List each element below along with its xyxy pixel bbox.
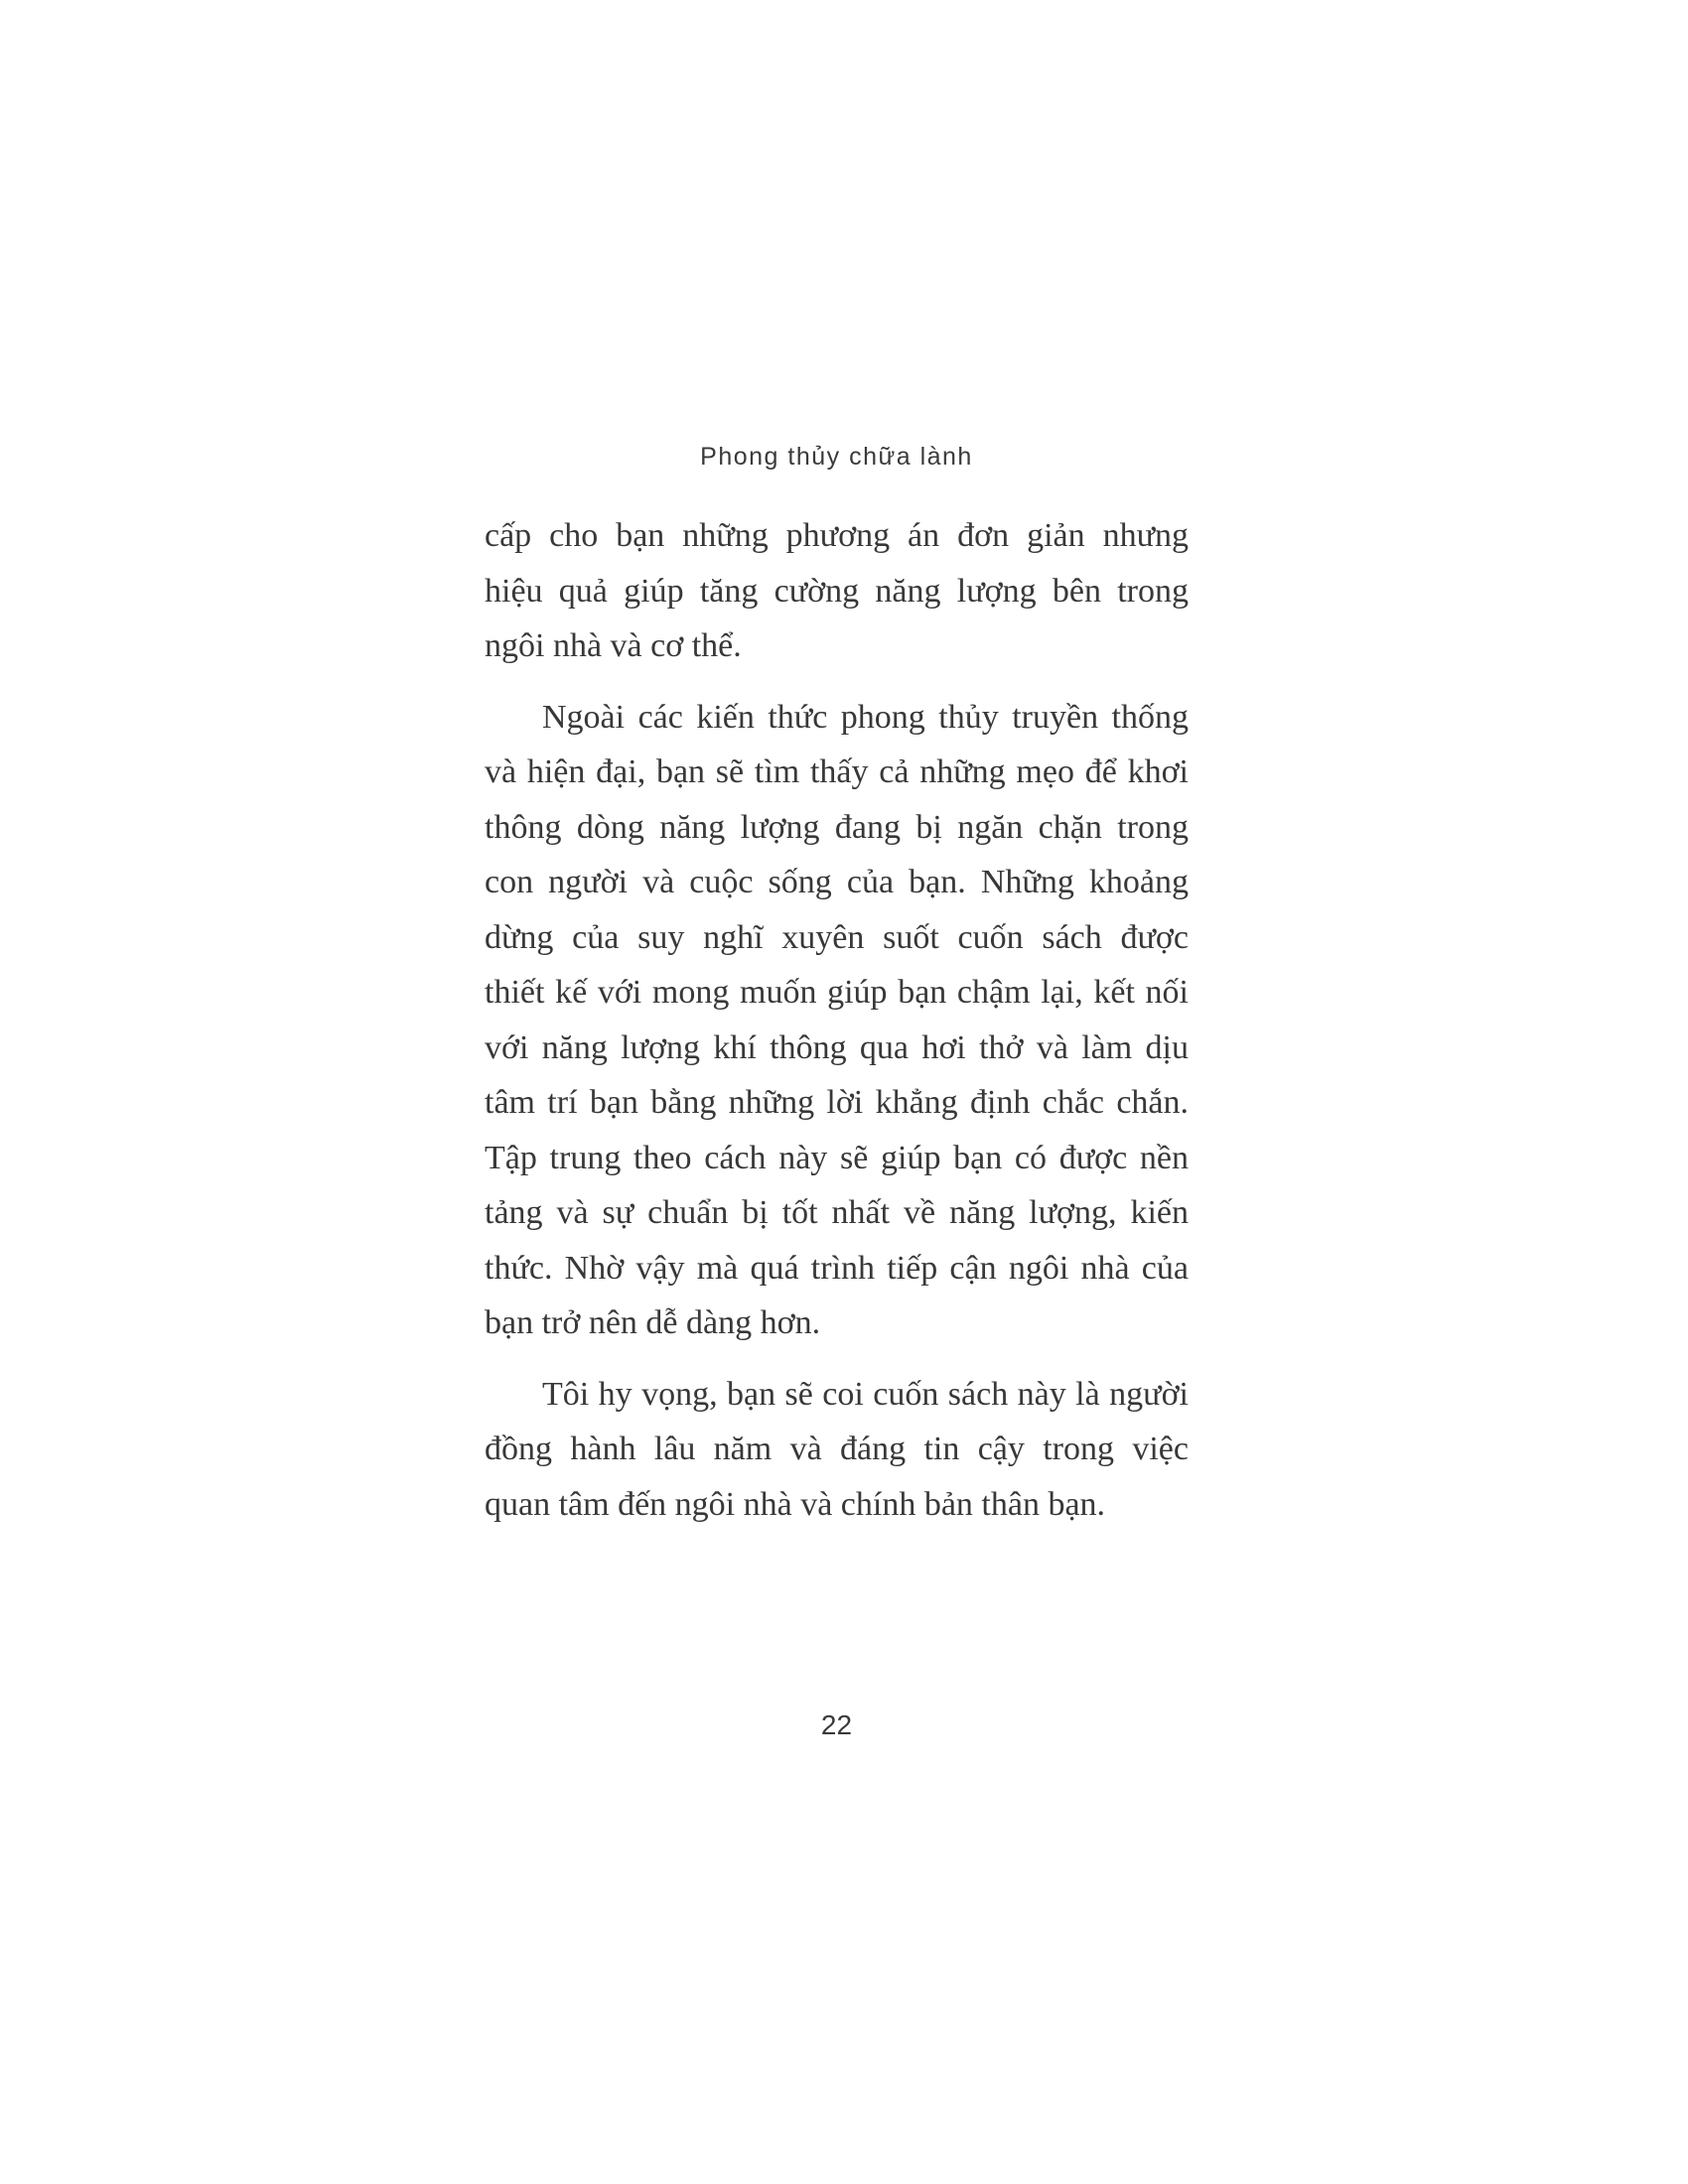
text-line: con người và cuộc sống của bạn. Những khoảng bbox=[485, 864, 1189, 900]
page-number: 22 bbox=[820, 1709, 853, 1740]
body-text bbox=[485, 508, 1189, 1532]
text-line: thông dòng năng lượng đang bị ngăn chặn trong bbox=[485, 808, 1189, 846]
text-line: tâm trí bạn bằng những lời khẳng định chắc chắn. bbox=[485, 1084, 1189, 1121]
text-line: cấp cho bạn những phương án đơn giản nhưng bbox=[485, 517, 1189, 554]
text-line: quan tâm đến ngôi nhà và chính bản thân bạn. bbox=[485, 1485, 1106, 1523]
text-line: dừng của suy nghĩ xuyên suốt cuốn sách được bbox=[485, 918, 1189, 956]
text-line: tảng và sự chuẩn bị tốt nhất về năng lượng, kiến bbox=[485, 1194, 1189, 1231]
text-line: Tôi hy vọng, bạn sẽ coi cuốn sách này là người bbox=[542, 1375, 1189, 1413]
text-line: ngôi nhà và cơ thể. bbox=[485, 627, 742, 664]
text-line: đồng hành lâu năm và đáng tin cậy trong việc bbox=[485, 1431, 1189, 1467]
text-line: thức. Nhờ vậy mà quá trình tiếp cận ngôi nhà của bbox=[485, 1249, 1189, 1287]
text-line: hiệu quả giúp tăng cường năng lượng bên trong bbox=[485, 572, 1189, 610]
running-header: Phong thủy chữa lành bbox=[700, 443, 973, 471]
text-line: bạn trở nên dễ dàng hơn. bbox=[485, 1304, 821, 1341]
text-line: thiết kế với mong muốn giúp bạn chậm lại, kết nối bbox=[485, 974, 1189, 1011]
paragraph bbox=[485, 690, 1189, 1351]
text-line: Tập trung theo cách này sẽ giúp bạn có được nền bbox=[485, 1139, 1189, 1176]
text-line: Ngoài các kiến thức phong thủy truyền thống bbox=[542, 698, 1189, 736]
paragraph bbox=[485, 1367, 1189, 1533]
paragraph bbox=[485, 508, 1189, 674]
text-line: và hiện đại, bạn sẽ tìm thấy cả những mẹo để khơi bbox=[485, 753, 1189, 790]
text-line: với năng lượng khí thông qua hơi thở và làm dịu bbox=[485, 1028, 1189, 1066]
